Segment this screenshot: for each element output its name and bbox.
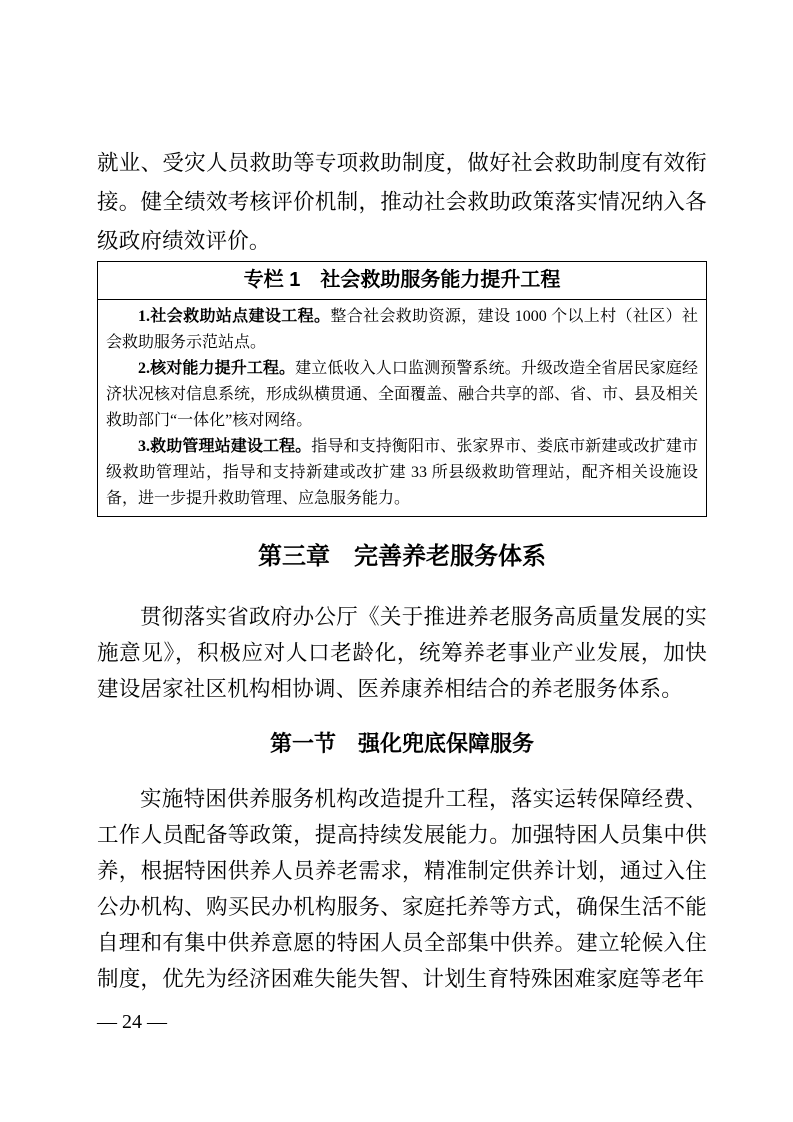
callout-item-2-text: 建立低收入人口监测预警系统。升级改造全省居民家庭经济状况核对信息系统，形成纵横贯通、全面覆盖、融合共享的部、省、市、县及相关救助部门“一体化”核对网络。 <box>106 360 699 429</box>
callout-box <box>97 261 707 517</box>
callout-item-3-text: 指导和支持衡阳市、张家界市、娄底市新建或改扩建市级救助管理站，指导和支持新建或改扩建 33 所县级救助管理站，配齐相关设施设备，进一步提升救助管理、应急服务能力。 <box>106 438 698 507</box>
callout-item-1-lead: 1.社会救助站点建设工程。 <box>138 308 331 325</box>
callout-item-1 <box>106 304 698 356</box>
paragraph-elderly-care-intro: 贯彻落实省政府办公厅《关于推进养老服务高质量发展的实施意见》，积极应对人口老龄化，统筹养老事业产业发展，加快建设居家社区机构相协调、医养康养相结合的养老服务体系。 <box>97 605 707 701</box>
page-content <box>97 0 707 997</box>
callout-item-3-lead: 3.救助管理站建设工程。 <box>138 438 312 455</box>
callout-item-2 <box>106 356 698 434</box>
paragraph-social-assistance-closing: 就业、受灾人员救助等专项救助制度，做好社会救助制度有效衔接。健全绩效考核评价机制，推动社会救助政策落实情况纳入各级政府绩效评价。 <box>97 151 707 253</box>
page-number: — 24 — <box>97 1011 167 1033</box>
section-heading: 第一节 强化兜底保障服务 <box>269 731 534 756</box>
callout-item-3 <box>106 434 698 512</box>
callout-box-title: 专栏 1 社会救助服务能力提升工程 <box>98 262 706 300</box>
callout-box-body <box>98 300 706 516</box>
callout-item-1-text: 整合社会救助资源，建设 1000 个以上村（社区）社会救助服务示范站点。 <box>106 308 698 351</box>
paragraph-destitute-support: 实施特困供养服务机构改造提升工程，落实运转保障经费、工作人员配备等政策，提高持续发展能力。加强特困人员集中供养，根据特困供养人员养老需求，精准制定供养计划，通过入住公办机构、购买民办机构服务、家庭托养等方式，确保生活不能自理和有集中供养意愿的特困人员全部集中供养。建立轮候入住制度，优先为经济困难失能失智、计划生育特殊困难家庭等老年 <box>97 787 707 991</box>
callout-item-2-lead: 2.核对能力提升工程。 <box>138 360 296 377</box>
chapter-heading: 第三章 完善养老服务体系 <box>258 543 546 570</box>
